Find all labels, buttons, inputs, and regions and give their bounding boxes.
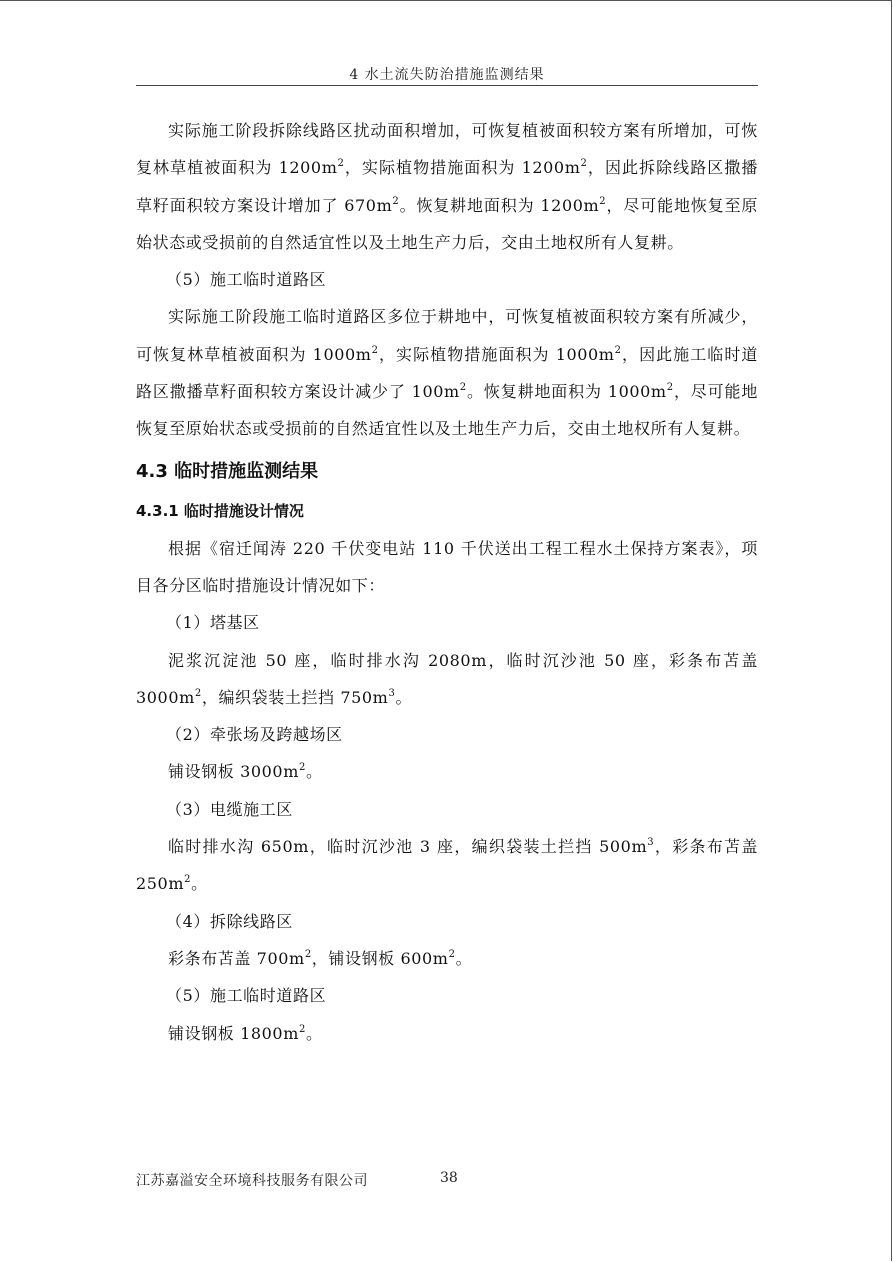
paragraph-demolition-measures: 彩条布苫盖 $700m^2$，铺设钢板 $600m^2$。 <box>168 948 473 968</box>
list-item: （5）施工临时道路区 <box>166 270 327 290</box>
header-rule <box>136 85 758 86</box>
page-number: 38 <box>440 1170 458 1186</box>
section-heading-4-3: 4.3 临时措施监测结果 <box>136 460 319 482</box>
footer-company: 江苏嘉溢安全环境科技服务有限公司 <box>136 1173 368 1189</box>
paragraph-cable-area-measures: 临时排水沟 650m，临时沉沙池 3 座，编织袋装土拦挡 $500m^3$，彩条布苫盖 $250m^2$。 <box>136 837 758 894</box>
list-item: （3）电缆施工区 <box>166 799 293 819</box>
list-item: （1）塔基区 <box>166 613 260 633</box>
running-header: 4 水土流失防治措施监测结果 <box>349 67 545 83</box>
list-item: （2）牵张场及跨越场区 <box>166 725 343 745</box>
paragraph-road-measures: 铺设钢板 $1800m^2$。 <box>168 1023 323 1043</box>
list-item: （5）施工临时道路区 <box>166 986 327 1006</box>
paragraph-demolition-line-area: 实际施工阶段拆除线路区扰动面积增加，可恢复植被面积较方案有所增加，可恢复林草植被面积为 $1200m^2$，实际植物措施面积为 $1200m^2$，因此拆除线路区撒播草籽面积较方案设计增加了 $670m^2$。恢复耕地面积为 $1200m^2$，尽可能地恢复至原始状态或受损前的自然适宜性以及土地生产力后，交由土地权所有人复耕。 <box>136 121 758 252</box>
page-content <box>136 112 758 1052</box>
list-item: （4）拆除线路区 <box>166 911 293 931</box>
paragraph-tension-field-measures: 铺设钢板 $3000m^2$。 <box>168 762 323 782</box>
paragraph-temporary-road-area: 实际施工阶段施工临时道路区多位于耕地中，可恢复植被面积较方案有所减少，可恢复林草植被面积为 $1000m^2$，实际植物措施面积为 $1000m^2$，因此施工临时道路区撒播草籽面积较方案设计减少了 $100m^2$。恢复耕地面积为 $1000m^2$，尽可能地恢复至原始状态或受损前的自然适宜性以及土地生产力后，交由土地权所有人复耕。 <box>136 307 758 439</box>
paragraph-design-basis: 根据《宿迁闻涛 220 千伏变电站 110 千伏送出工程工程水土保持方案表》，项目各分区临时措施设计情况如下： <box>136 538 758 595</box>
paragraph-tower-base-measures: 泥浆沉淀池 50 座，临时排水沟 2080m，临时沉沙池 50 座，彩条布苫盖 $3000m^2$，编织袋装土拦挡 $750m^3$。 <box>136 650 758 707</box>
subsection-heading-4-3-1: 4.3.1 临时措施设计情况 <box>136 501 304 520</box>
